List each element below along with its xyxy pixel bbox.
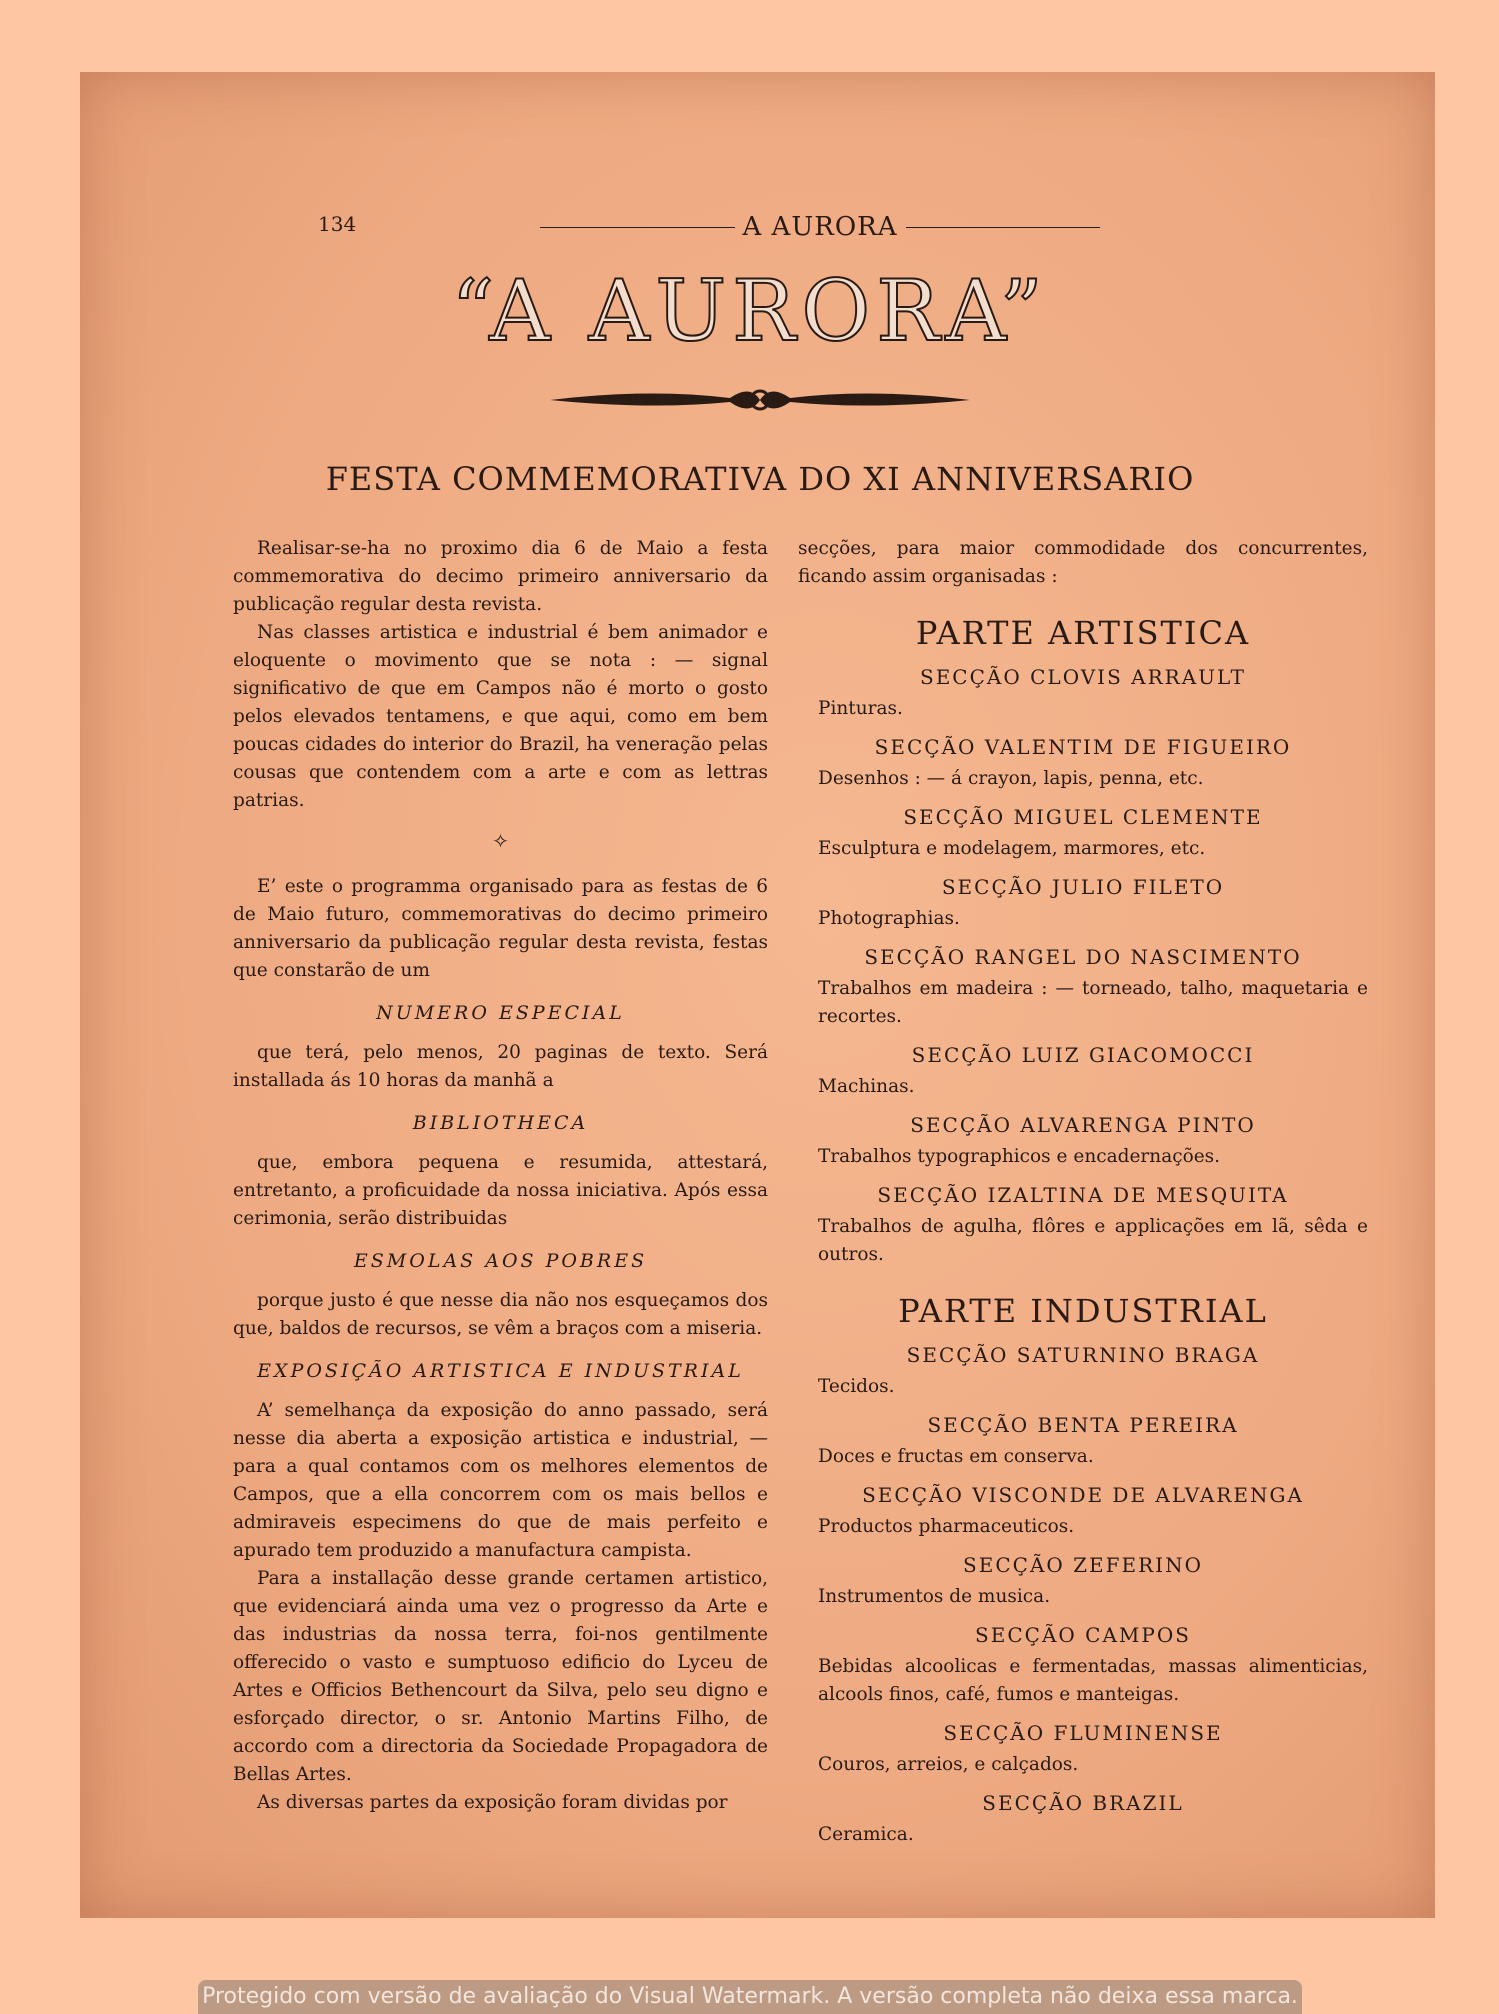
subheading: BIBLIOTHECA: [412, 1112, 589, 1134]
paragraph: As diversas partes da exposição foram dividas por: [257, 1792, 728, 1813]
list-item: [798, 733, 1368, 793]
seccao-title: SECÇÃO RANGEL DO NASCIMENTO: [864, 945, 1302, 969]
paragraph: E’ este o programma organisado para as festas de 6 de Maio futuro, commemorativas do decimo primeiro anniversario da publicação regular desta revista, festas que constarão de um: [233, 876, 768, 981]
paragraph: Para a installação desse grande certamen artistico, que evidenciará ainda uma vez o progresso da Arte e das industrias da nossa terra, foi-nos gentilmente offerecido o vasto e sumptuoso edificio do Lyceu de Artes e Officios Bethencourt da Silva, pelo seu digno e esforçado director, o sr. Antonio Martins Filho, de accordo com a directoria da Sociedade Propagadora de Bellas Artes.: [233, 1568, 768, 1785]
seccao-desc: Trabalhos de agulha, flôres e applicações em lã, sêda e outros.: [818, 1216, 1368, 1265]
seccao-desc: Esculptura e modelagem, marmores, etc.: [818, 838, 1206, 859]
running-head: [540, 212, 1100, 242]
right-column: [798, 535, 1368, 1859]
seccao-desc: Doces e fructas em conserva.: [818, 1446, 1094, 1467]
list-item: [798, 1341, 1368, 1401]
seccao-title: SECÇÃO ALVARENGA PINTO: [910, 1113, 1256, 1137]
list-item: [798, 1481, 1368, 1541]
star-ornament: ✧: [492, 829, 509, 853]
seccao-title: SECÇÃO CLOVIS ARRAULT: [920, 665, 1246, 689]
seccao-desc: Desenhos : — á crayon, lapis, penna, etc.: [818, 768, 1204, 789]
section-heading-industrial: PARTE INDUSTRIAL: [898, 1292, 1268, 1330]
paragraph: Realisar-se-ha no proximo dia 6 de Maio a festa commemorativa do decimo primeiro anniversario da publicação regular desta revista.: [233, 538, 768, 615]
paragraph: que terá, pelo menos, 20 paginas de texto. Será installada ás 10 horas da manhã a: [233, 1042, 768, 1091]
page-number: 134: [318, 212, 357, 236]
list-item: [798, 1181, 1368, 1269]
subheading: EXPOSIÇÃO ARTISTICA E INDUSTRIAL: [257, 1360, 744, 1382]
seccao-title: SECÇÃO VISCONDE DE ALVARENGA: [862, 1483, 1304, 1507]
seccao-desc: Bebidas alcoolicas e fermentadas, massas alimenticias, alcools finos, café, fumos e manteigas.: [818, 1656, 1368, 1705]
paragraph: A’ semelhança da exposição do anno passado, será nesse dia aberta a exposição artistica e industrial, — para a qual contamos com os melhores elementos de Campos, que a ella concorrem com os mais bellos e admiraveis especimens do que de mais perfeito e apurado tem produzido a manufactura campista.: [233, 1400, 768, 1561]
watermark-banner: Protegido com versão de avaliação do Visual Watermark. A versão completa não deixa essa marca.: [198, 1980, 1302, 2014]
seccao-title: SECÇÃO ZEFERINO: [963, 1553, 1203, 1577]
scanned-page: [80, 72, 1435, 1918]
seccao-desc: Tecidos.: [818, 1376, 895, 1397]
article-title: FESTA COMMEMORATIVA DO XI ANNIVERSARIO: [325, 460, 1195, 498]
list-item: [798, 873, 1368, 933]
seccao-desc: Trabalhos em madeira : — torneado, talho, maquetaria e recortes.: [818, 978, 1368, 1027]
section-heading-artistica: PARTE ARTISTICA: [915, 614, 1251, 652]
subheading: ESMOLAS AOS POBRES: [353, 1250, 648, 1272]
list-item: [798, 943, 1368, 1031]
paragraph: que, embora pequena e resumida, attestará, entretanto, a proficuidade da nossa iniciativa. Após essa cerimonia, serão distribuidas: [233, 1152, 768, 1229]
seccao-desc: Photographias.: [818, 908, 960, 929]
seccao-title: SECÇÃO IZALTINA DE MESQUITA: [877, 1183, 1289, 1207]
seccao-desc: Couros, arreios, e calçados.: [818, 1754, 1079, 1775]
paragraph: secções, para maior commodidade dos concurrentes, ficando assim organisadas :: [798, 538, 1368, 587]
seccao-title: SECÇÃO BENTA PEREIRA: [927, 1413, 1239, 1437]
industrial-list: [798, 1341, 1368, 1849]
paragraph: Nas classes artistica e industrial é bem animador e eloquente o movimento que se nota : — signal significativo de que em Campos não é morto o gosto pelos elevados tentamens, e que aqui, como em bem poucas cidades do interior do Brazil, ha veneração pelas cousas que contendem com a arte e com as lettras patrias.: [233, 622, 768, 811]
seccao-title: SECÇÃO BRAZIL: [982, 1791, 1184, 1815]
seccao-desc: Productos pharmaceuticos.: [818, 1516, 1075, 1537]
running-head-rule-right: [906, 227, 1101, 228]
running-head-rule-left: [540, 227, 735, 228]
seccao-title: SECÇÃO FLUMINENSE: [943, 1721, 1223, 1745]
list-item: [798, 1719, 1368, 1779]
left-column: [233, 535, 768, 1817]
list-item: [798, 1411, 1368, 1471]
seccao-desc: Pinturas.: [818, 698, 903, 719]
list-item: [798, 1789, 1368, 1849]
list-item: [798, 803, 1368, 863]
seccao-title: SECÇÃO JULIO FILETO: [941, 875, 1225, 899]
seccao-desc: Ceramica.: [818, 1824, 914, 1845]
seccao-title: SECÇÃO SATURNINO BRAGA: [906, 1343, 1260, 1367]
list-item: [798, 663, 1368, 723]
seccao-title: SECÇÃO MIGUEL CLEMENTE: [903, 805, 1263, 829]
paragraph: porque justo é que nesse dia não nos esqueçamos dos que, baldos de recursos, se vêm a braços com a miseria.: [233, 1290, 768, 1339]
list-item: [798, 1551, 1368, 1611]
seccao-title: SECÇÃO VALENTIM DE FIGUEIRO: [874, 735, 1292, 759]
running-head-text: A AURORA: [742, 212, 898, 242]
subheading: NUMERO ESPECIAL: [376, 1002, 625, 1024]
list-item: [798, 1621, 1368, 1709]
seccao-title: SECÇÃO CAMPOS: [975, 1623, 1191, 1647]
seccao-desc: Trabalhos typographicos e encadernações.: [818, 1146, 1221, 1167]
seccao-title: SECÇÃO LUIZ GIACOMOCCI: [911, 1043, 1255, 1067]
seccao-desc: Machinas.: [818, 1076, 915, 1097]
seccao-desc: Instrumentos de musica.: [818, 1586, 1051, 1607]
list-item: [798, 1041, 1368, 1101]
masthead-title: “A AURORA”: [451, 262, 1049, 360]
ornament-divider-icon: [550, 380, 970, 420]
artistica-list: [798, 663, 1368, 1269]
list-item: [798, 1111, 1368, 1171]
